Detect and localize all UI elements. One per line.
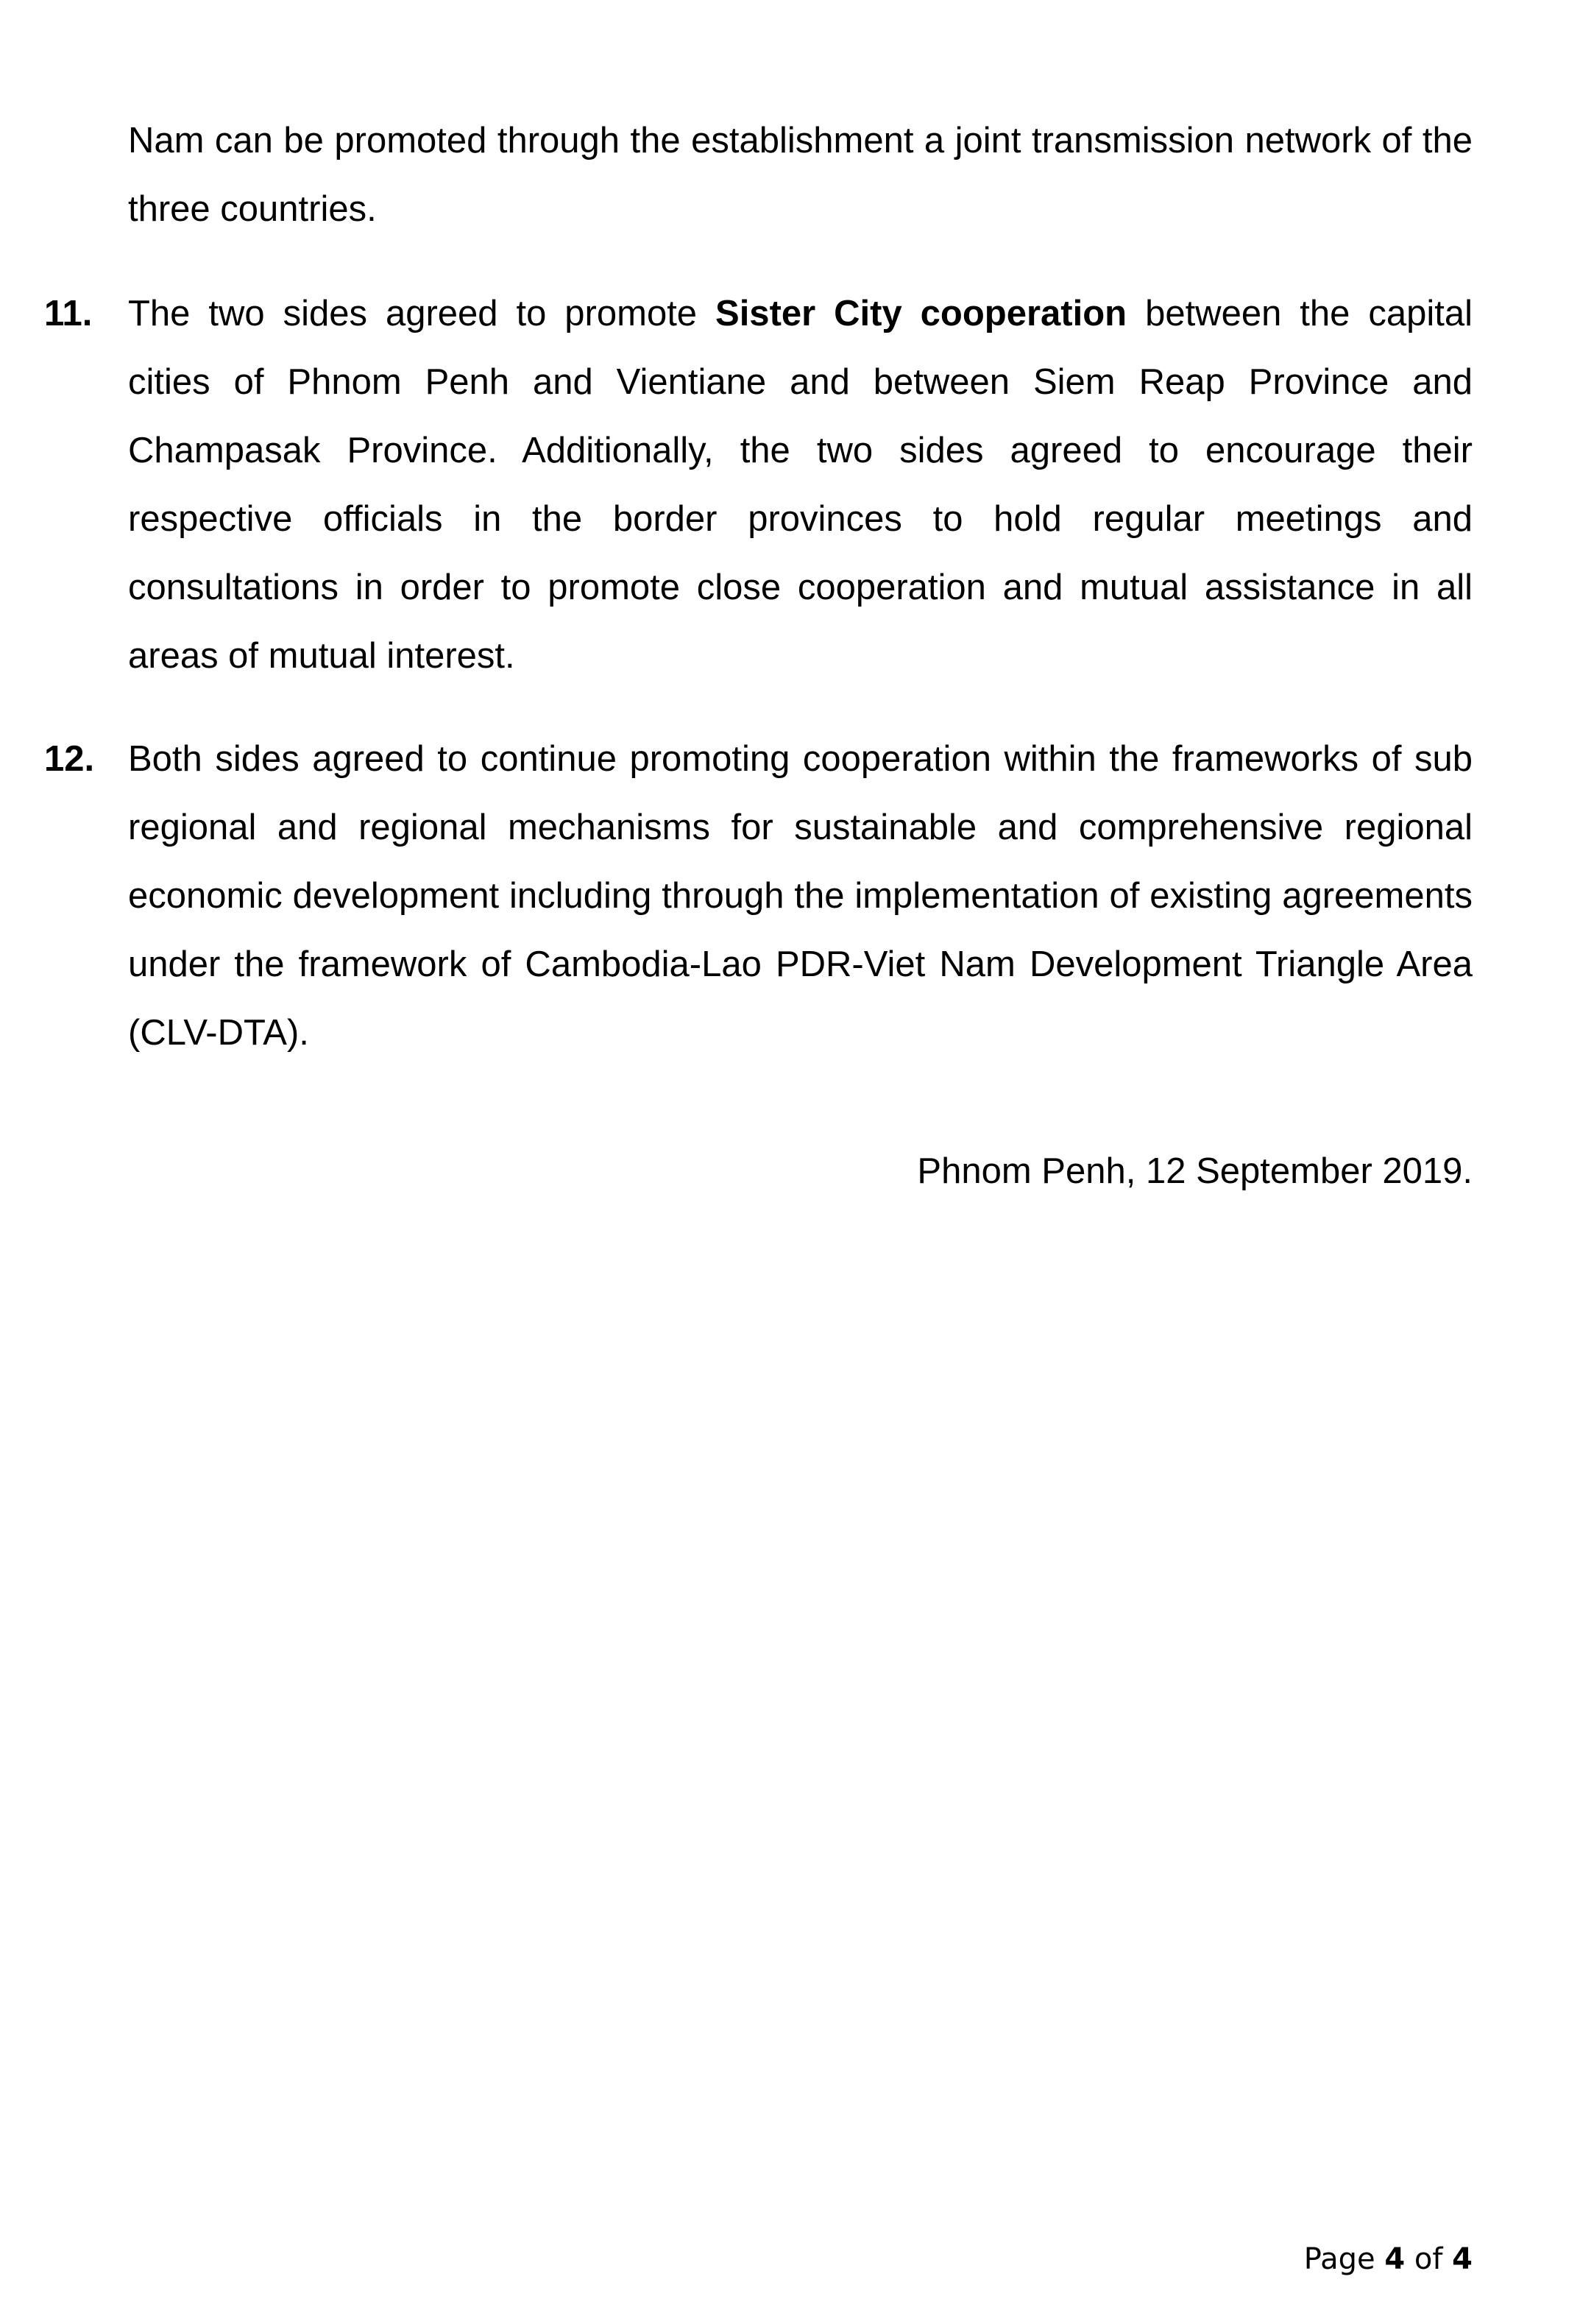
intro-paragraph: Nam can be promoted through the establishment a joint transmission network of the three countries.	[128, 121, 1473, 229]
item-11-text-before: The two sides agreed to promote	[128, 294, 716, 333]
place-date-signoff: Phnom Penh, 12 September 2019.	[917, 1151, 1473, 1191]
item-number-12: 12.	[44, 739, 95, 779]
item-11-text-after: between the capital cities of Phnom Penh and Vientiane and between Siem Reap Province and Champasak Province. Additionally, the two sides agreed to encourage their respective officials in the border provinces to hold regular meetings and consultations in order to promote close cooperation and mutual assistance in all areas of mutual interest.	[128, 294, 1473, 676]
total-pages-number: 4	[1452, 2242, 1473, 2276]
page-footer	[1304, 2241, 1473, 2278]
item-11-bold-phrase: Sister City cooperation	[715, 294, 1127, 333]
item-paragraph-11	[128, 280, 1473, 691]
current-page-number: 4	[1384, 2242, 1406, 2276]
item-number-11: 11.	[44, 294, 93, 333]
of-label: of	[1414, 2242, 1443, 2276]
item-paragraph-12: Both sides agreed to continue promoting cooperation within the frameworks of sub regional and regional mechanisms for sustainable and comprehensive regional economic development including through the implementation of existing agreements under the framework of Cambodia-Lao PDR-Viet Nam Development Triangle Area (CLV-DTA).	[128, 739, 1473, 1053]
page-label: Page	[1303, 2242, 1375, 2276]
